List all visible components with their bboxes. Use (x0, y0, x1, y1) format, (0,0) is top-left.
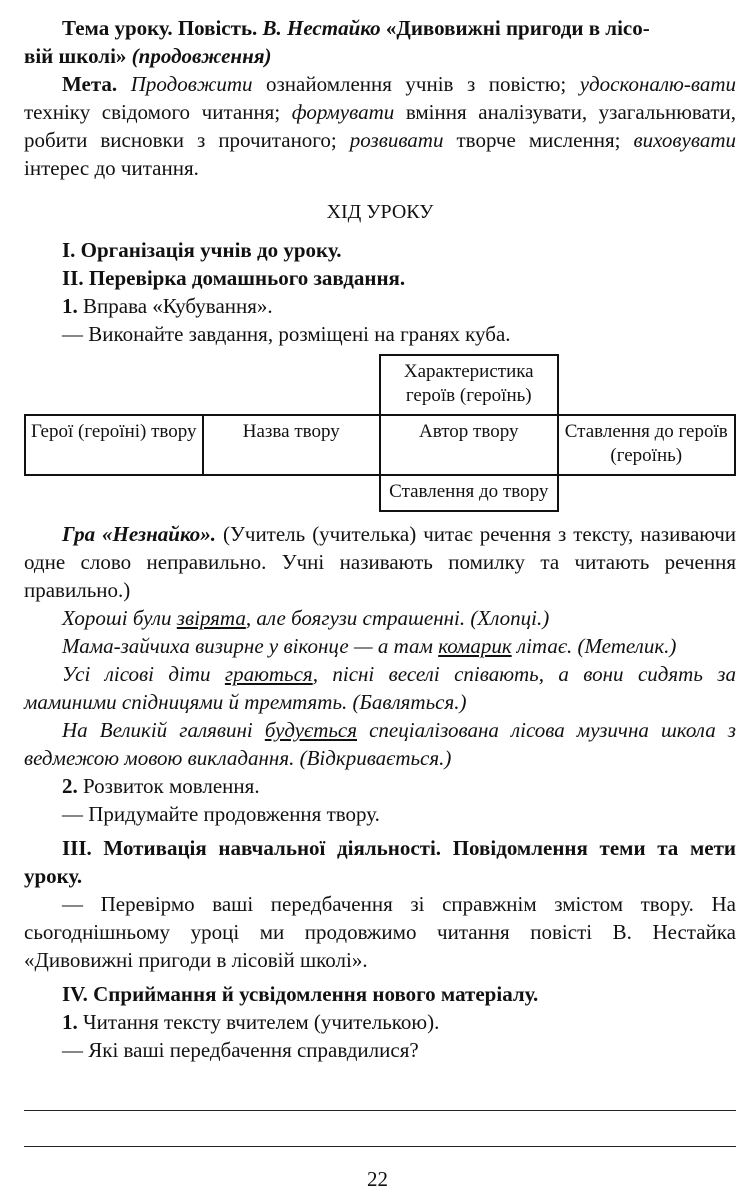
sentence-4 (24, 716, 736, 772)
exercise-1 (24, 292, 736, 320)
goal-text-3: вміння аналізувати, узагальнювати, робити висновки з прочитаного; (24, 100, 736, 152)
topic-author: В. Нестайко (262, 16, 381, 40)
sentence-text: , але боягузи страшенні. (Хлопці.) (245, 606, 550, 630)
cube-empty-cell (558, 355, 736, 415)
exercise-3-text: Читання тексту вчителем (учителькою). (77, 1010, 440, 1034)
answer-line-2 (24, 1146, 736, 1147)
cube-face-heroes: Герої (героїні) твору (25, 415, 203, 475)
sentence-error-word: комарик (438, 634, 512, 658)
page-number: 22 (367, 1167, 388, 1191)
stage-3-text: — Перевірмо ваші передбачення зі справжнім змістом твору. На сьогоднішньому уроці ми продовжимо читання повісті В. Нестайка «Дивовижні пригоди в лісовій школі». (24, 892, 736, 972)
cube-face-attitude-heroes: Ставлення до героїв (героїнь) (558, 415, 736, 475)
exercise-2-text: Розвиток мовлення. (77, 774, 260, 798)
sentence-text: Хороші були (62, 606, 177, 630)
exercise-1-task: — Виконайте завдання, розміщені на гранях куба. (62, 322, 511, 346)
cube-top-row (25, 355, 735, 415)
goal-verb-4: розвивати (349, 128, 444, 152)
goal-verb-5: виховувати (633, 128, 736, 152)
topic-label: Тема уроку. Повість. (62, 16, 258, 40)
lesson-goal (24, 70, 736, 182)
goal-verb-3: формувати (291, 100, 395, 124)
stage-4-heading: IV. Сприймання й усвідомлення нового матеріалу. (62, 982, 539, 1006)
cube-bottom-row (25, 475, 735, 511)
goal-text-1: ознайомлення учнів з повістю; (252, 72, 580, 96)
sentence-text: спеціалізована лісова музична школа з ведмежою мовою викладання. (Відкривається.) (24, 718, 736, 770)
cube-face-title: Назва твору (203, 415, 381, 475)
sentence-text: Мама-зайчиха визирне у віконце — а там (62, 634, 439, 658)
sentence-text: На Великій галявині (62, 718, 265, 742)
game-paragraph (24, 520, 736, 604)
sentence-text: літає. (Метелик.) (511, 634, 677, 658)
sentence-3 (24, 660, 736, 716)
topic-title-part2: вій школі» (24, 44, 127, 68)
lesson-topic (24, 14, 736, 70)
cube-face-top: Характеристика героїв (героїнь) (380, 355, 558, 415)
cube-middle-row (25, 415, 735, 475)
topic-continuation: (продовження) (131, 44, 272, 68)
goal-text-5: інтерес до читання. (24, 156, 199, 180)
goal-text-2: техніку свідомого читання; (24, 100, 292, 124)
cube-empty-cell (25, 355, 203, 415)
exercise-1-text: Вправа «Кубування». (77, 294, 273, 318)
cube-empty-cell (558, 475, 736, 511)
sentence-error-word: будується (264, 718, 358, 742)
exercise-2-number: 2. (62, 774, 78, 798)
page-body (24, 14, 736, 1064)
answer-line-1 (24, 1110, 736, 1111)
game-label: Гра «Незнайко». (62, 522, 217, 546)
stage-2-heading: ІІ. Перевірка домашнього завдання. (62, 266, 406, 290)
cube-face-author: Автор твору (380, 415, 558, 475)
exercise-3-task: — Які ваші передбачення справдилися? (62, 1038, 419, 1062)
cube-table (24, 354, 736, 512)
game-intro: (Учитель (учителька) читає речення з тексту, називаючи одне слово неправильно. Учні називають помилку та читають речення правильно.) (24, 522, 736, 602)
sentence-text: Усі лісові діти (62, 662, 225, 686)
course-heading: ХІД УРОКУ (326, 201, 434, 223)
cube-face-bottom: Ставлення до твору (380, 475, 558, 511)
goal-text-4: творче мислення; (443, 128, 634, 152)
sentence-text: , пісні веселі співають, а вони сидять за маминими спідницями й тремтять. (Бавляться.) (24, 662, 736, 714)
exercise-2 (24, 772, 736, 800)
sentence-1 (24, 604, 736, 632)
sentence-error-word: звірята (176, 606, 246, 630)
stage-3-heading: ІІІ. Мотивація навчальної діяльності. Повідомлення теми та мети уроку. (24, 836, 736, 888)
goal-verb-1: Продовжити (130, 72, 253, 96)
goal-label: Мета. (62, 72, 118, 96)
exercise-3-number: 1. (62, 1010, 78, 1034)
stage-1-heading: І. Організація учнів до уроку. (62, 238, 342, 262)
exercise-2-task: — Придумайте продовження твору. (62, 802, 380, 826)
cube-empty-cell (203, 355, 381, 415)
exercise-3 (24, 1008, 736, 1036)
cube-empty-cell (203, 475, 381, 511)
cube-empty-cell (25, 475, 203, 511)
sentence-2 (24, 632, 736, 660)
topic-title-part1: «Дивовижні пригоди в лісо- (385, 16, 650, 40)
sentence-error-word: граються (224, 662, 313, 686)
goal-verb-2: удосконалю-вати (579, 72, 736, 96)
exercise-1-number: 1. (62, 294, 78, 318)
